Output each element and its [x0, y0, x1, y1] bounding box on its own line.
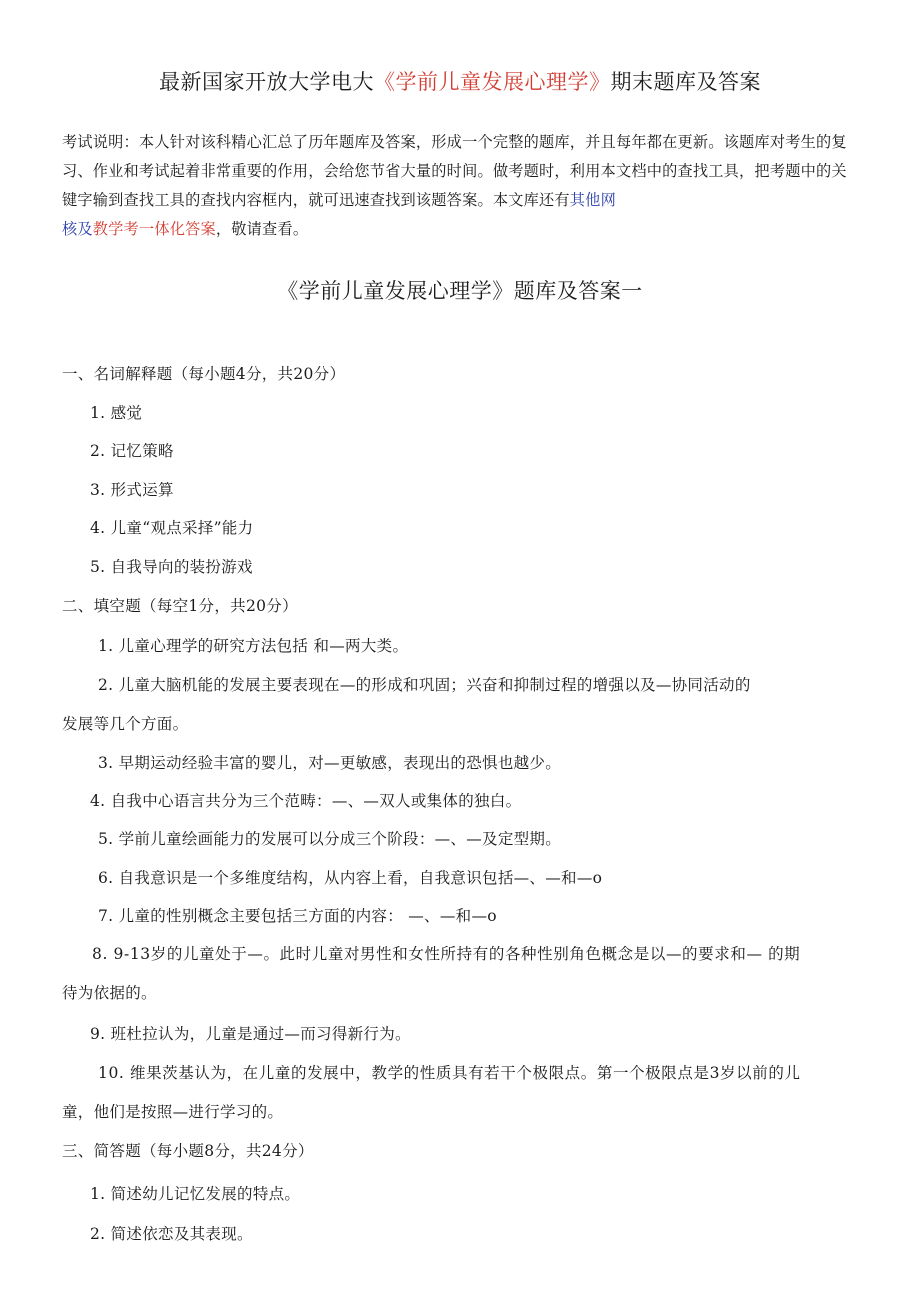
list-item: 4. 儿童“观点采择”能力	[90, 519, 254, 537]
intro-link-other-cont[interactable]: 核及	[62, 220, 93, 238]
question-item: 6. 自我意识是一个多维度结构，从内容上看，自我意识包括—、—和—o	[98, 869, 603, 887]
question-item: 7. 儿童的性别概念主要包括三方面的内容： —、—和—o	[98, 907, 497, 925]
question-item: 1. 儿童心理学的研究方法包括 和—两大类。	[98, 637, 409, 655]
question-item: 5. 学前儿童绘画能力的发展可以分成三个阶段：—、—及定型期。	[98, 830, 562, 848]
title-prefix: 最新国家开放大学电大	[159, 70, 374, 94]
section2-heading: 二、填空题（每空1分，共20分）	[62, 597, 298, 615]
title-suffix: 期末题库及答案	[610, 70, 761, 94]
exam-intro	[62, 128, 862, 244]
list-item: 3. 形式运算	[90, 481, 174, 499]
intro-end: ，敬请查看。	[215, 220, 309, 238]
list-item: 2. 记忆策略	[90, 442, 174, 460]
page-title	[0, 66, 920, 96]
list-item: 1. 感觉	[90, 404, 143, 422]
question-item: 4. 自我中心语言共分为三个范畴：—、—双人或集体的独白。	[90, 792, 522, 810]
question-item: 10. 维果茨基认为，在儿童的发展中，教学的性质具有若干个极限点。第一个极限点是3岁以前的儿	[98, 1064, 801, 1082]
question-item: 2. 儿童大脑机能的发展主要表现在—的形成和巩固；兴奋和抑制过程的增强以及—协同活动的	[98, 676, 751, 694]
intro-link-answers[interactable]: 教学考一体化答案	[92, 220, 216, 238]
list-item: 2. 简述依恋及其表现。	[90, 1225, 253, 1243]
section-title: 《学前儿童发展心理学》题库及答案一	[277, 279, 643, 303]
list-item: 5. 自我导向的装扮游戏	[90, 558, 253, 576]
question-item: 3. 早期运动经验丰富的婴儿，对—更敏感，表现出的恐惧也越少。	[98, 754, 562, 772]
title-course: 《学前儿童发展心理学》	[374, 70, 611, 94]
section3-heading: 三、简答题（每小题8分，共24分）	[62, 1142, 314, 1160]
question-item-cont: 童，他们是按照—进行学习的。	[62, 1103, 284, 1121]
question-item: 8. 9-13岁的儿童处于—。此时儿童对男性和女性所持有的各种性别角色概念是以—的要求和— 的期	[92, 945, 801, 963]
intro-link-other[interactable]: 其他网	[569, 191, 616, 209]
intro-text: 考试说明：本人针对该科精心汇总了历年题库及答案，形成一个完整的题库，并且每年都在更新。该题库对考生的复习、作业和考试起着非常重要的作用，会给您节省大量的时间。做考题时，利用本文档中的查找工具，把考题中的关键字输到查找工具的查找内容框内，就可迅速查找到该题答案。本文库还有	[62, 133, 847, 209]
list-item: 1. 简述幼儿记忆发展的特点。	[90, 1185, 301, 1203]
question-item-cont: 待为依据的。	[62, 984, 157, 1002]
question-item-cont: 发展等几个方面。	[62, 715, 189, 733]
section1-heading: 一、名词解释题（每小题4分，共20分）	[62, 365, 346, 383]
question-item: 9. 班杜拉认为，儿童是通过—而习得新行为。	[90, 1025, 411, 1043]
